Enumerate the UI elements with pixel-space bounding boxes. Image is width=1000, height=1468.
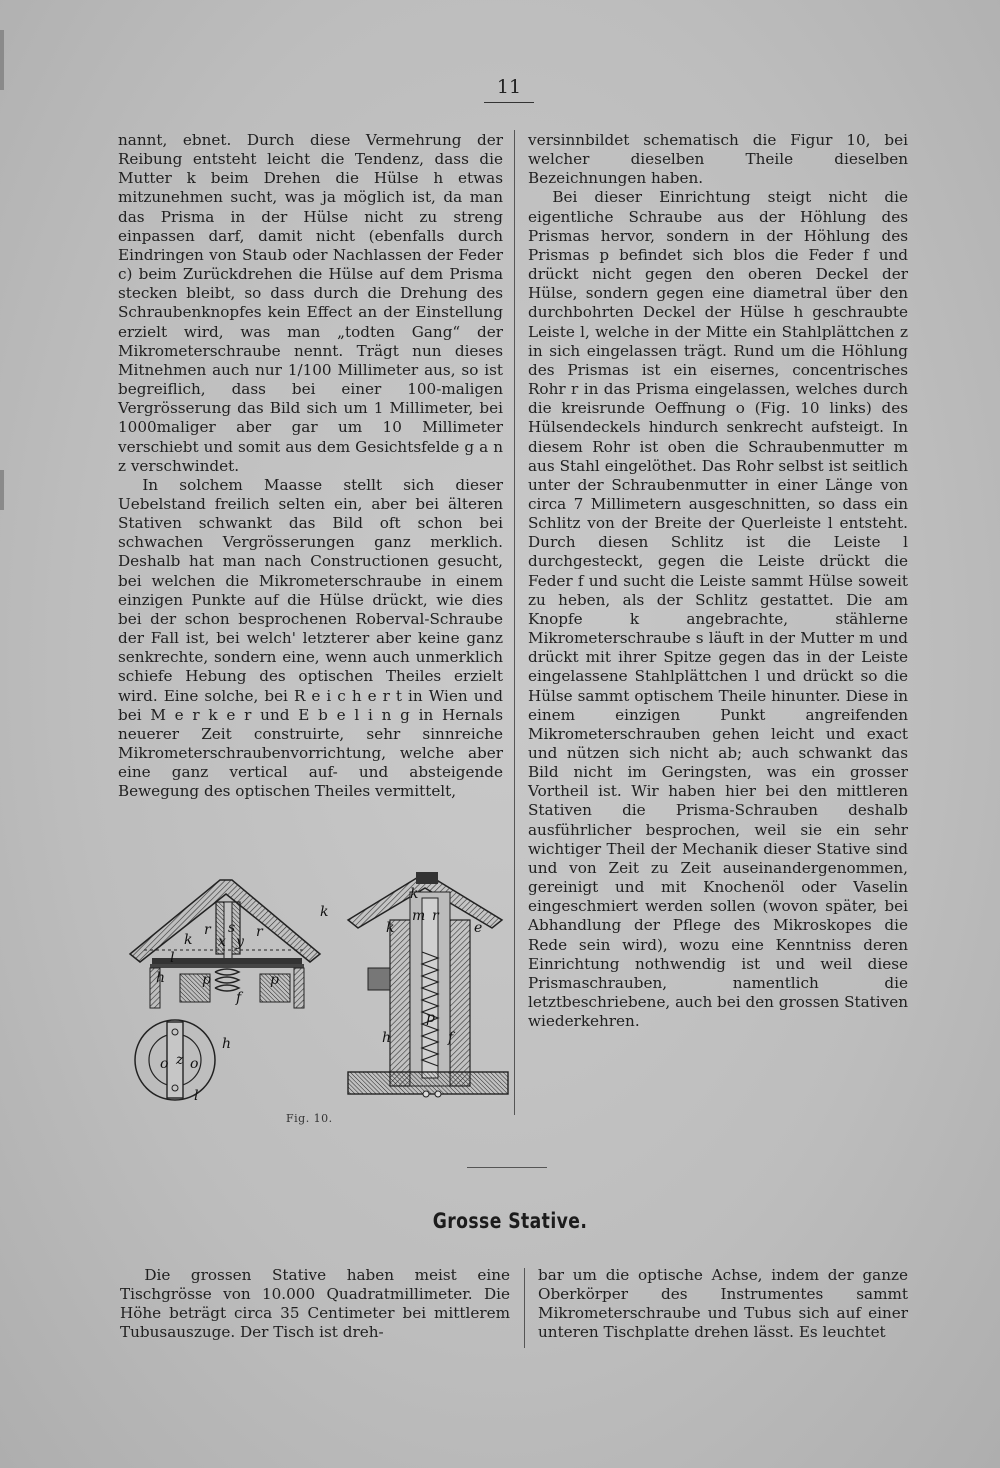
section-heading: Grosse Stative. (432, 1209, 588, 1233)
page-number-rule (484, 102, 534, 103)
right-section-drawing (348, 872, 508, 1097)
figure-label: r (204, 922, 211, 938)
figure-label: o (160, 1056, 169, 1072)
figure-label: h (382, 1030, 392, 1046)
page-edge-mark (0, 470, 4, 510)
top-view-detail (135, 1020, 215, 1100)
figure-label: o (190, 1056, 199, 1072)
figure-label: k (320, 904, 329, 920)
micrometer-screw-diagram (120, 872, 520, 1132)
figure-label: e (474, 920, 483, 936)
figure-label: f (448, 1030, 454, 1046)
paragraph: nannt, ebnet. Durch diese Vermehrung der Reibung entsteht leicht die Tendenz, dass die Mutter k beim Drehen die Hülse h etwas mitzunehmen sucht, was ja möglich ist, da man das Prisma in der Hülse nicht zu streng einpassen darf, damit nicht (ebenfalls durch Eindringen von Staub oder Nachlassen der Feder c) beim Zurückdrehen die Hülse auf dem Prisma stecken bleibt, so dass durch die Drehung des Schraubenknopfes kein Effect an der Einstellung erzielt wird, was man „todten Gang“ der Mikrometerschraube nennt. Trägt nun dieses Mitnehmen auch nur 1/100 Millimeter aus, so ist begreiflich, dass bei einer 100-maligen Vergrösserung das Bild sich um 1 Millimeter, bei 1000maliger aber gar um 10 Millimeter verschiebt und somit aus dem Gesichtsfelde g a n z verschwindet. (118, 131, 503, 475)
paragraph: versinnbildet schematisch die Figur 10, bei welcher dieselben Theile dieselben Bezeichnungen haben. (528, 131, 908, 188)
figure-label: r (256, 924, 263, 940)
paragraph: bar um die optische Achse, indem der ganze Oberkörper des Instrumentes sammt Mikrometerschraube und Tubus sich auf einer unteren Tischplatte drehen lässt. Es leuchtet (538, 1266, 908, 1342)
figure-caption: Fig. 10. (286, 1112, 333, 1125)
section-left-column (120, 1266, 510, 1343)
figure-label: p (202, 972, 211, 988)
figure-label: r (432, 908, 439, 924)
figure-label: s (228, 920, 236, 936)
figure-label: l (194, 1088, 199, 1104)
figure-label: y (236, 934, 244, 950)
figure-label: k (184, 932, 193, 948)
figure-label: x (218, 934, 226, 950)
section-right-column (538, 1266, 908, 1343)
paragraph: Bei dieser Einrichtung steigt nicht die eigentliche Schraube aus der Höhlung des Prismas hervor, sondern in der Höhlung des Prismas p befindet sich blos die Feder f und drückt nicht gegen den oberen Deckel der Hülse, sondern gegen eine diametral über den durchbohrten Deckel der Hülse h geschraubte Leiste l, welche in der Mitte ein Stahlplättchen z in sich eingelassen trägt. Rund um die Höhlung des Prismas ist ein eisernes, concentrisches Rohr r in das Prisma eingelassen, welches durch die kreisrunde Oeffnung o (Fig. 10 links) des Hülsendeckels hindurch senkrecht aufsteigt. In diesem Rohr ist oben die Schraubenmutter m aus Stahl eingelöthet. Das Rohr selbst ist seitlich unter der Schraubenmutter in einer Länge von circa 7 Millimetern ausgeschnitten, so dass ein Schlitz von der Breite der Querleiste l entsteht. Durch diesen Schlitz ist die Leiste l durchgesteckt, gegen die Leiste drückt die Feder f und sucht die Leiste sammt Hülse soweit zu heben, als der Schlitz gestattet. Die am Knopfe k angebrachte, stählerne Mikrometerschraube s läuft in der Mutter m und drückt mit ihrer Spitze gegen das in der Leiste eingelassene Stahlplättchen l und drückt so die Hülse sammt optischem Theile hinunter. Diese in einem einzigen Punkt angreifenden Mikrometerschrauben gehen leicht und exact und nützen sich nicht ab; auch schwankt das Bild nicht im Geringsten, was ein grosser Vortheil ist. Wir haben hier bei den mittleren Stativen die Prisma-Schrauben deshalb ausführlicher besprochen, weil sie ein sehr wichtiger Theil der Mechanik dieser Stative sind und von Zeit zu Zeit auseinandergenommen, gereinigt und mit Knochenöl oder Vaselin eingeschmiert werden sollen (wovon später, bei Abhandlung der Pflege des Mikroskopes die Rede sein wird), wozu eine Kenntniss deren Einrichtung nothwendig ist und weil diese Prismaschrauben, namentlich die letztbeschriebene, auch bei den grossen Stativen wiederkehren. (528, 188, 908, 1031)
figure-label: h (156, 970, 166, 986)
figure-label: z (176, 1052, 184, 1068)
section-divider (467, 1167, 547, 1168)
page-edge-mark (0, 30, 4, 90)
column-divider (524, 1268, 525, 1348)
figure-label: k (410, 886, 419, 902)
paragraph: Die grossen Stative haben meist eine Tischgrösse von 10.000 Quadratmillimeter. Die Höhe beträgt circa 35 Centimeter bei mittlerem Tubusauszuge. Der Tisch ist dreh- (120, 1266, 510, 1342)
paragraph: In solchem Maasse stellt sich dieser Uebelstand freilich selten ein, aber bei älteren Stativen schwankt das Bild oft schon bei schwachen Vergrösserungen ganz merklich. Deshalb hat man nach Constructionen gesucht, bei welchen die Mikrometerschraube in einem einzigen Punkte auf die Hülse drückt, wie dies bei der schon besprochenen Roberval-Schraube der Fall ist, bei welch' letzterer aber keine ganz senkrechte, sondern eine, wenn auch unmerklich schiefe Hebung des optischen Theiles erzielt wird. Eine solche, bei R e i c h e r t in Wien und bei M e r k e r und E b e l i n g in Hernals neuerer Zeit construirte, sehr sinnreiche Mikrometerschraubenvorrichtung, welche aber eine ganz vertical auf- und absteigende Bewegung des optischen Theiles vermittelt, (118, 475, 503, 801)
figure-label: f (236, 990, 242, 1006)
right-column-text (528, 131, 908, 1031)
left-column-text (118, 131, 503, 801)
figure-label: m (412, 908, 426, 924)
figure-label: k (386, 920, 395, 936)
figure-10 (120, 872, 520, 1132)
page-number: 11 (496, 76, 522, 98)
figure-label: l (170, 950, 175, 966)
figure-label: p (270, 972, 279, 988)
figure-label: h (222, 1036, 232, 1052)
figure-label: p (426, 1010, 435, 1026)
